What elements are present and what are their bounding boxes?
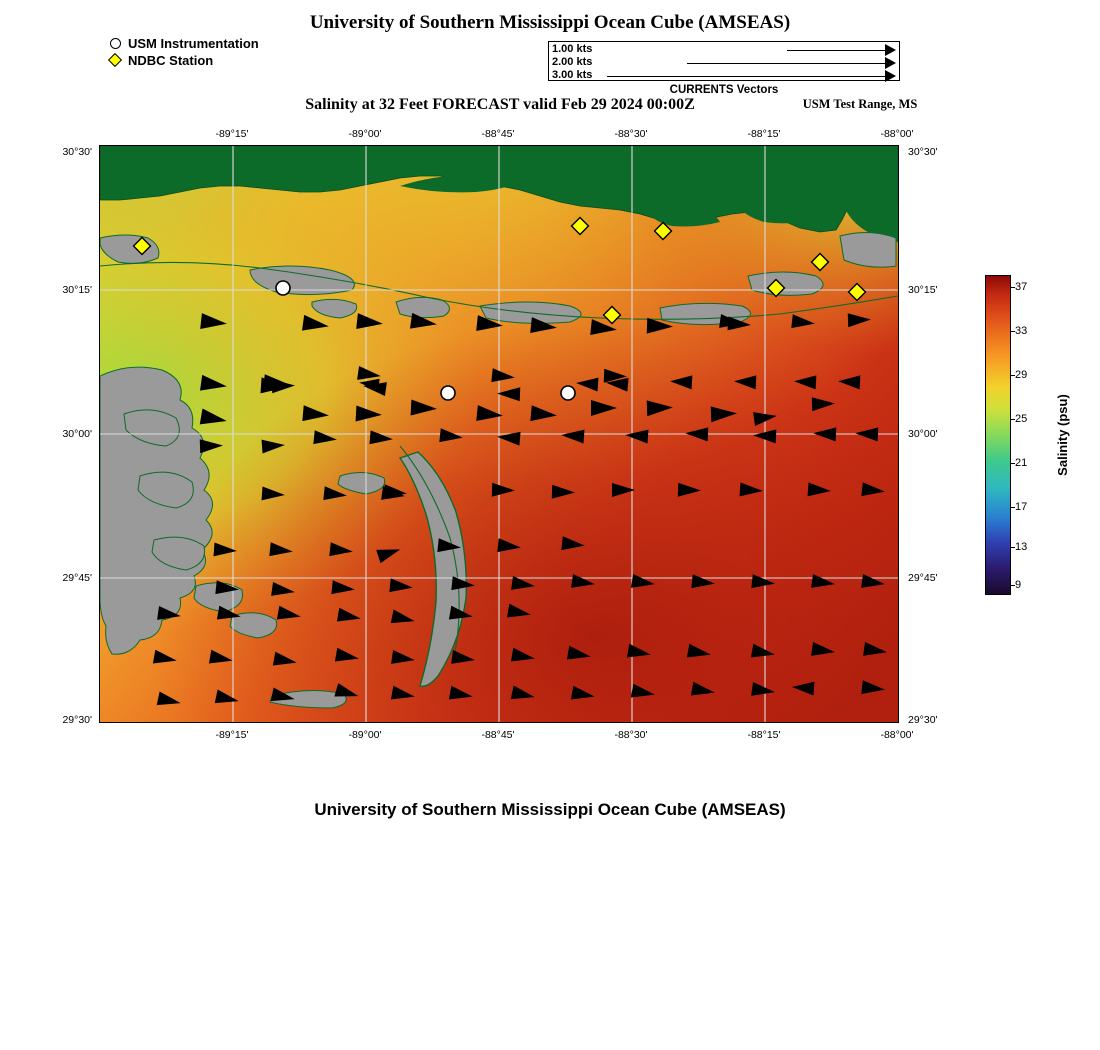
- legend-item-usm: [108, 36, 259, 52]
- lat-tick-right-0: 30°30': [908, 146, 938, 158]
- colorbar-tick-33: 33: [1015, 325, 1028, 337]
- lat-tick-left-0: 30°30': [62, 146, 92, 158]
- colorbar-tick-25: 25: [1015, 413, 1028, 425]
- colorbar-tick-9: 9: [1015, 579, 1022, 591]
- lat-tick-right-4: 29°30': [908, 714, 938, 726]
- lat-tick-left-1: 30°15': [62, 284, 92, 296]
- lat-tick-right-3: 29°45': [908, 572, 938, 584]
- vector-shaft-2: [687, 63, 885, 64]
- lon-tick-top-3: -88°30': [614, 128, 648, 140]
- footer-title: University of Southern Mississippi Ocean Cube (AMSEAS): [314, 800, 786, 819]
- lat-tick-left-2: 30°00': [62, 428, 92, 440]
- legend-label-ndbc: NDBC Station: [128, 53, 214, 68]
- colorbar-tick-37: 37: [1015, 281, 1028, 293]
- lon-tick-bottom-1: -89°00': [348, 729, 382, 741]
- colorbar-tick-29: 29: [1015, 369, 1028, 381]
- vector-arrowhead-1: [885, 44, 896, 56]
- colorbar-tick-21: 21: [1015, 457, 1028, 469]
- lon-tick-top-0: -89°15': [215, 128, 249, 140]
- vector-key-row-3: [549, 69, 901, 82]
- vector-scale-key: [548, 41, 900, 81]
- plot-subtitle: Salinity at 32 Feet FORECAST valid Feb 29 2024 00:00Z: [305, 96, 695, 113]
- legend-label-usm: USM Instrumentation: [128, 36, 259, 51]
- lon-tick-top-2: -88°45': [481, 128, 515, 140]
- vector-key-label-2: 2.00 kts: [552, 56, 593, 68]
- colorbar-tick-13: 13: [1015, 541, 1028, 553]
- vector-arrowhead-2: [885, 57, 896, 69]
- colorbar-title: Salinity (psu): [1055, 394, 1070, 476]
- page-title: University of Southern Mississippi Ocean Cube (AMSEAS): [309, 12, 791, 33]
- colorbar-gradient: [985, 275, 1011, 595]
- lat-tick-left-3: 29°45': [62, 572, 92, 584]
- lon-tick-bottom-0: -89°15': [215, 729, 249, 741]
- lat-tick-right-2: 30°00': [908, 428, 938, 440]
- vector-shaft-1: [787, 50, 885, 51]
- currents-vectors-caption: CURRENTS Vectors: [669, 84, 779, 96]
- lat-tick-left-4: 29°30': [62, 714, 92, 726]
- map-legend: [108, 36, 259, 70]
- lon-tick-bottom-3: -88°30': [614, 729, 648, 741]
- lon-tick-bottom-2: -88°45': [481, 729, 515, 741]
- lon-tick-bottom-5: -88°00': [880, 729, 914, 741]
- salinity-map-canvas: [100, 146, 898, 722]
- map-plot-area[interactable]: [99, 145, 899, 723]
- lat-tick-right-1: 30°15': [908, 284, 938, 296]
- lon-tick-top-5: -88°00': [880, 128, 914, 140]
- lon-tick-bottom-4: -88°15': [747, 729, 781, 741]
- vector-key-row-2: [549, 56, 901, 69]
- region-label: USM Test Range, MS: [802, 97, 918, 111]
- vector-key-row-1: [549, 43, 901, 56]
- colorbar-tick-17: 17: [1015, 501, 1028, 513]
- circle-marker-icon: [108, 36, 128, 52]
- vector-arrowhead-3: [885, 70, 896, 82]
- lon-tick-top-4: -88°15': [747, 128, 781, 140]
- vector-key-label-3: 3.00 kts: [552, 69, 593, 81]
- lon-tick-top-1: -89°00': [348, 128, 382, 140]
- vector-shaft-3: [607, 76, 885, 77]
- diamond-marker-icon: [108, 53, 128, 69]
- legend-item-ndbc: [108, 53, 259, 69]
- vector-key-label-1: 1.00 kts: [552, 43, 593, 55]
